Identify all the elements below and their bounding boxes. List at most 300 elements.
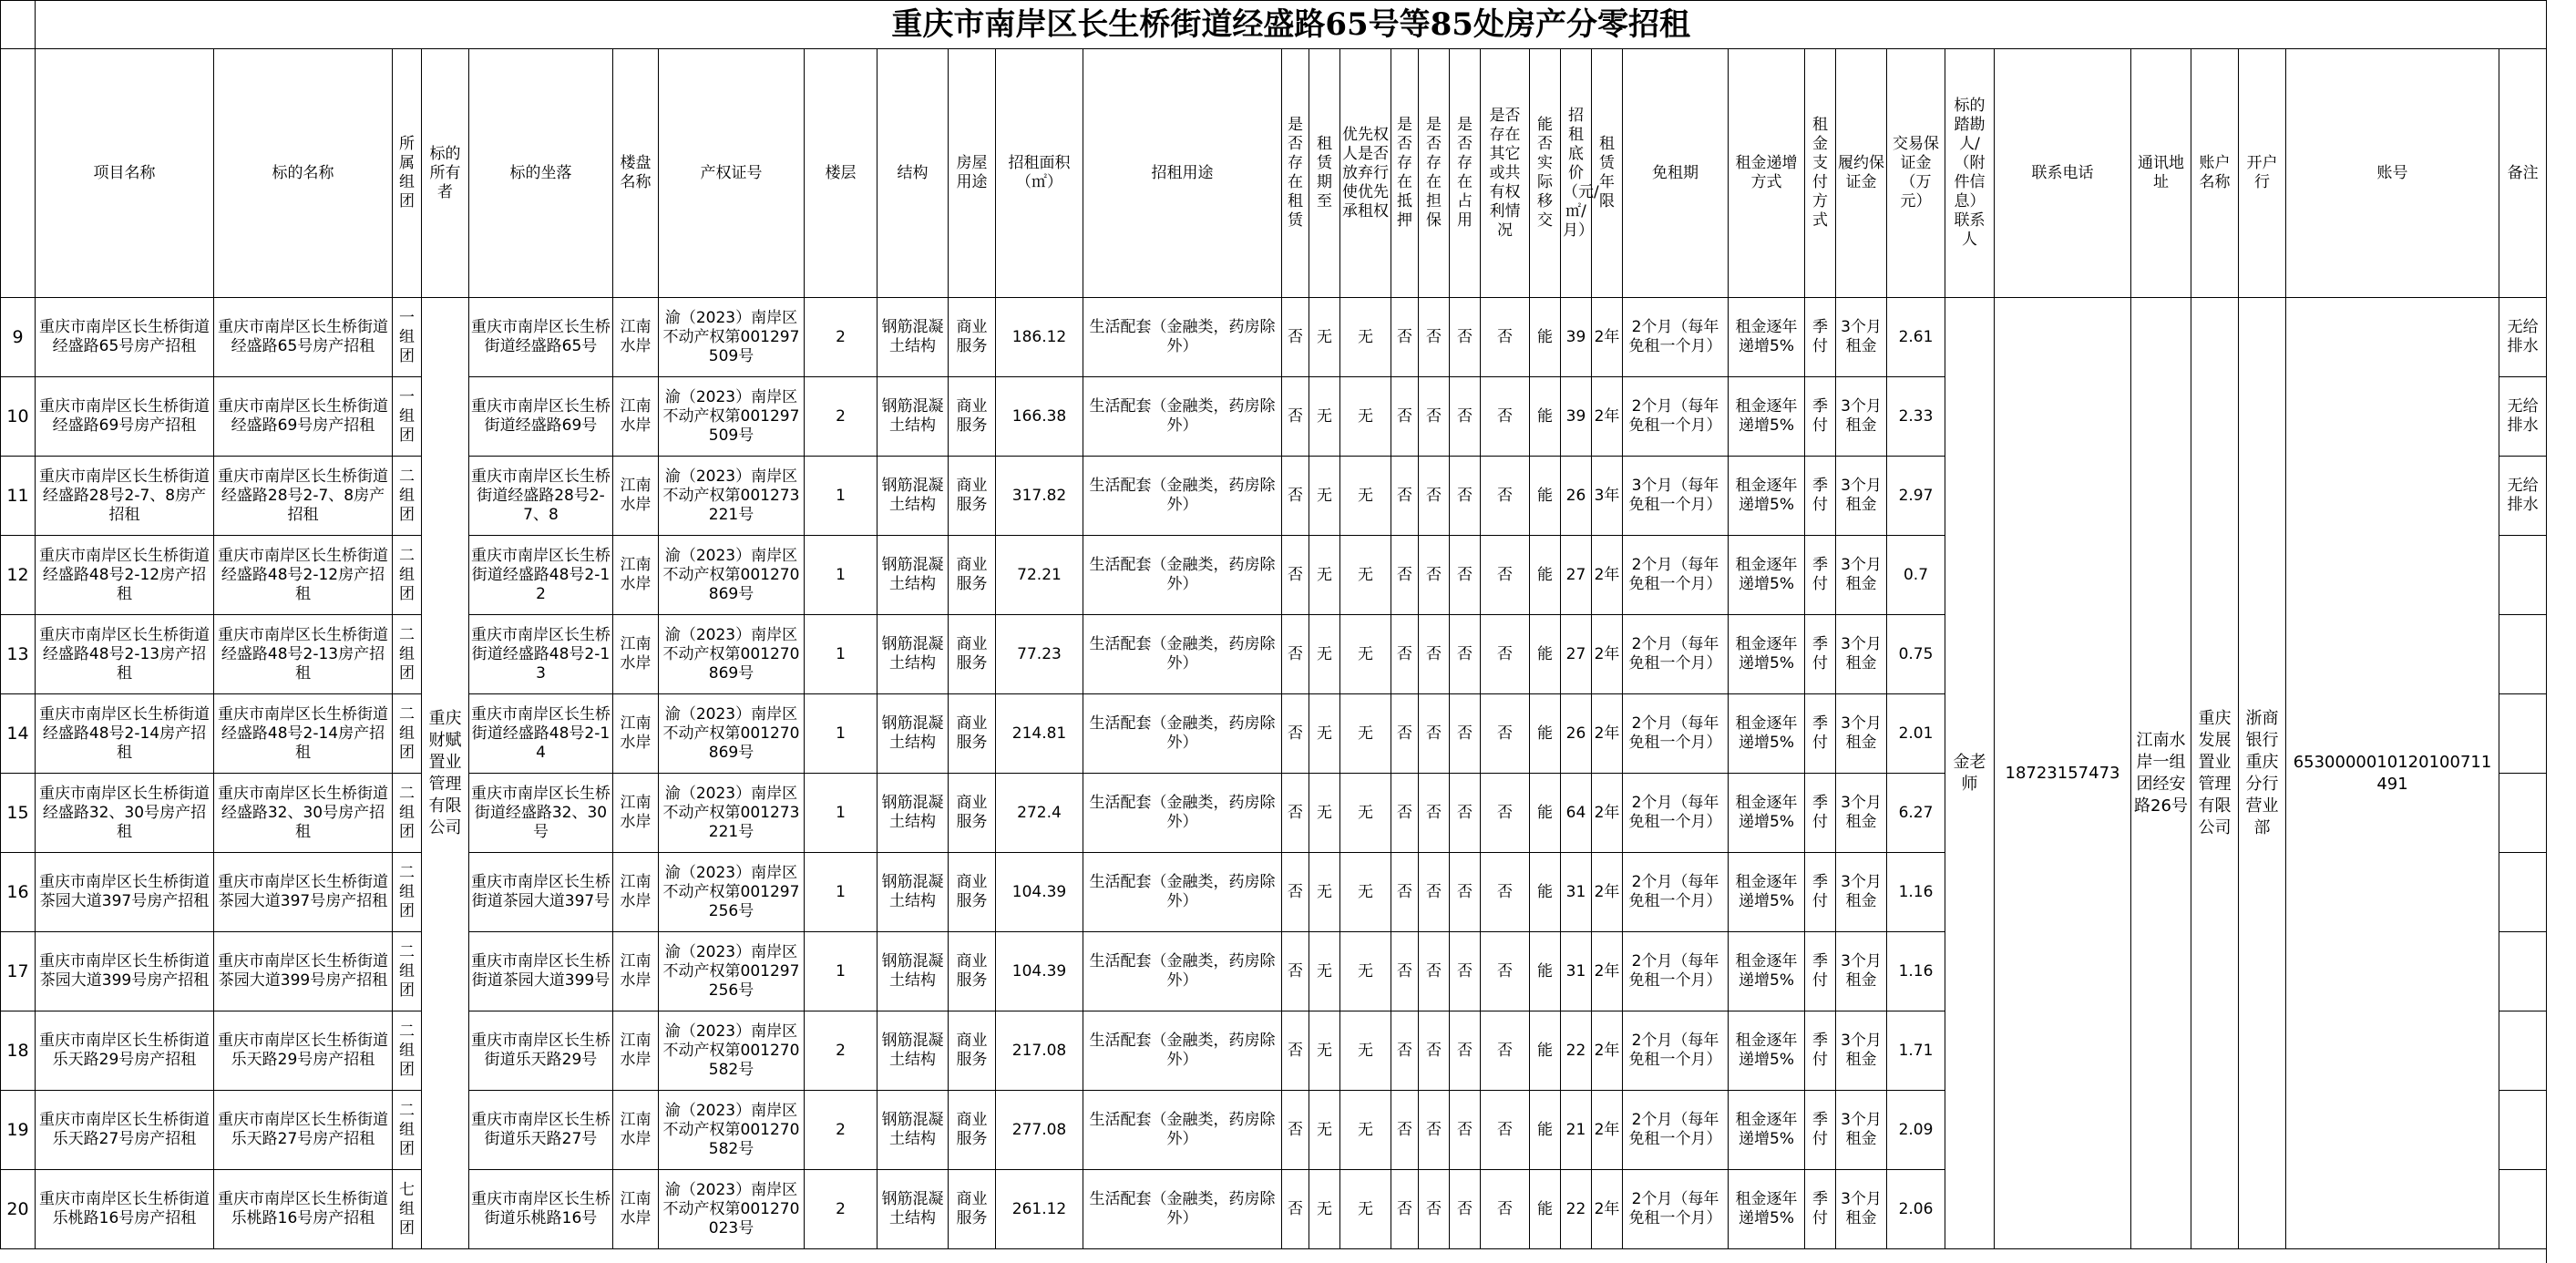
cell-priority: 无: [1340, 932, 1391, 1011]
cell-remark: 无给排水: [2499, 377, 2547, 457]
cell-guarantee: 否: [1419, 615, 1450, 694]
cell-lease_until: 无: [1309, 615, 1340, 694]
cell-area: 72.21: [996, 536, 1083, 615]
cell-occupied: 否: [1450, 1091, 1481, 1170]
cell-deposit: 1.16: [1887, 932, 1945, 1011]
cell-purpose: 生活配套（金融类，药房除外）: [1083, 536, 1282, 615]
cell-floor: 2: [805, 1170, 877, 1249]
cell-transfer: 能: [1530, 1011, 1561, 1091]
cell-years: 2年: [1592, 774, 1623, 853]
cell-floor: 1: [805, 932, 877, 1011]
cell-transfer: 能: [1530, 615, 1561, 694]
cell-floor: 1: [805, 774, 877, 853]
cell-remark: [2499, 932, 2547, 1011]
cell-group: 二组团: [393, 853, 422, 932]
column-header: 账户名称: [2191, 49, 2239, 298]
row-number: 12: [1, 536, 36, 615]
cell-group: 二组团: [393, 932, 422, 1011]
cell-cert: 渝（2023）南岸区不动产权第001273221号: [659, 457, 805, 536]
cell-free: 2个月（每年免租一个月）: [1623, 298, 1729, 377]
cell-estate: 江南水岸: [613, 457, 659, 536]
cell-cert: 渝（2023）南岸区不动产权第001273221号: [659, 774, 805, 853]
cell-project: 重庆市南岸区长生桥街道经盛路48号2-13房产招租: [36, 615, 214, 694]
cell-mortgage: 否: [1391, 298, 1419, 377]
cell-mortgage: 否: [1391, 1170, 1419, 1249]
cell-mortgage: 否: [1391, 536, 1419, 615]
column-header: 招租用途: [1083, 49, 1282, 298]
cell-structure: 钢筋混凝土结构: [877, 298, 949, 377]
cell-remark: [2499, 1011, 2547, 1091]
cell-cert: 渝（2023）南岸区不动产权第001270023号: [659, 1170, 805, 1249]
cell-deposit: 2.01: [1887, 694, 1945, 774]
cell-location: 重庆市南岸区长生桥街道乐天路29号: [469, 1011, 613, 1091]
cell-name: 重庆市南岸区长生桥街道经盛路32、30号房产招租: [214, 774, 393, 853]
cell-priority: 无: [1340, 377, 1391, 457]
cell-deposit: 2.33: [1887, 377, 1945, 457]
cell-perf: 3个月租金: [1836, 536, 1887, 615]
cell-deposit: 2.06: [1887, 1170, 1945, 1249]
cell-purpose: 生活配套（金融类，药房除外）: [1083, 1091, 1282, 1170]
cell-location: 重庆市南岸区长生桥街道经盛路32、30号: [469, 774, 613, 853]
cell-address: 江南水岸一组团经安路26号: [2131, 298, 2191, 1249]
cell-remark: 无给排水: [2499, 457, 2547, 536]
cell-remark: [2499, 536, 2547, 615]
cell-project: 重庆市南岸区长生桥街道经盛路48号2-12房产招租: [36, 536, 214, 615]
cell-free: 2个月（每年免租一个月）: [1623, 1011, 1729, 1091]
cell-free: 2个月（每年免租一个月）: [1623, 774, 1729, 853]
cell-purpose: 生活配套（金融类，药房除外）: [1083, 774, 1282, 853]
cell-other: 否: [1481, 457, 1530, 536]
cell-use: 商业服务: [949, 615, 996, 694]
cell-area: 317.82: [996, 457, 1083, 536]
cell-name: 重庆市南岸区长生桥街道乐桃路16号房产招租: [214, 1170, 393, 1249]
cell-deposit: 2.97: [1887, 457, 1945, 536]
column-header: 标的名称: [214, 49, 393, 298]
cell-area: 261.12: [996, 1170, 1083, 1249]
cell-free: 2个月（每年免租一个月）: [1623, 853, 1729, 932]
cell-project: 重庆市南岸区长生桥街道经盛路32、30号房产招租: [36, 774, 214, 853]
cell-pay: 季付: [1805, 932, 1836, 1011]
cell-group: 七组团: [393, 1170, 422, 1249]
cell-name: 重庆市南岸区长生桥街道经盛路48号2-13房产招租: [214, 615, 393, 694]
cell-structure: 钢筋混凝土结构: [877, 615, 949, 694]
cell-location: 重庆市南岸区长生桥街道经盛路69号: [469, 377, 613, 457]
cell-remark: 无给排水: [2499, 298, 2547, 377]
cell-location: 重庆市南岸区长生桥街道经盛路65号: [469, 298, 613, 377]
cell-increase: 租金逐年递增5%: [1729, 694, 1805, 774]
column-header: 房屋用途: [949, 49, 996, 298]
cell-transfer: 能: [1530, 694, 1561, 774]
column-header: 优先权人是否放弃行使优先承租权: [1340, 49, 1391, 298]
cell-floor: 2: [805, 1011, 877, 1091]
cell-floor: 1: [805, 694, 877, 774]
cell-location: 重庆市南岸区长生桥街道经盛路28号2-7、8: [469, 457, 613, 536]
cell-leased: 否: [1282, 774, 1309, 853]
cell-guarantee: 否: [1419, 1011, 1450, 1091]
cell-lease_until: 无: [1309, 1170, 1340, 1249]
row-number: 18: [1, 1011, 36, 1091]
cell-location: 重庆市南岸区长生桥街道乐天路27号: [469, 1091, 613, 1170]
cell-priority: 无: [1340, 615, 1391, 694]
cell-mortgage: 否: [1391, 1091, 1419, 1170]
cell-mortgage: 否: [1391, 853, 1419, 932]
cell-location: 重庆市南岸区长生桥街道经盛路48号2-13: [469, 615, 613, 694]
cell-floor: 2: [805, 298, 877, 377]
cell-lease_until: 无: [1309, 377, 1340, 457]
cell-mortgage: 否: [1391, 694, 1419, 774]
cell-structure: 钢筋混凝土结构: [877, 694, 949, 774]
cell-other: 否: [1481, 536, 1530, 615]
cell-deposit: 2.61: [1887, 298, 1945, 377]
row-number: 14: [1, 694, 36, 774]
cell-floor: 1: [805, 536, 877, 615]
cell-estate: 江南水岸: [613, 536, 659, 615]
column-header: 结构: [877, 49, 949, 298]
cell-name: 重庆市南岸区长生桥街道经盛路69号房产招租: [214, 377, 393, 457]
column-header: [1, 49, 36, 298]
cell-guarantee: 否: [1419, 1091, 1450, 1170]
cell-leased: 否: [1282, 298, 1309, 377]
cell-perf: 3个月租金: [1836, 377, 1887, 457]
cell-increase: 租金逐年递增5%: [1729, 457, 1805, 536]
cell-group: 二组团: [393, 536, 422, 615]
cell-area: 186.12: [996, 298, 1083, 377]
cell-structure: 钢筋混凝土结构: [877, 1011, 949, 1091]
cell-remark: [2499, 694, 2547, 774]
cell-leased: 否: [1282, 377, 1309, 457]
cell-guarantee: 否: [1419, 1170, 1450, 1249]
cell-pay: 季付: [1805, 377, 1836, 457]
cell-estate: 江南水岸: [613, 298, 659, 377]
cell-use: 商业服务: [949, 1091, 996, 1170]
cell-group: 二组团: [393, 774, 422, 853]
cell-lease_until: 无: [1309, 536, 1340, 615]
cell-guarantee: 否: [1419, 694, 1450, 774]
cell-leased: 否: [1282, 1091, 1309, 1170]
cell-priority: 无: [1340, 457, 1391, 536]
cell-remark: [2499, 774, 2547, 853]
cell-leased: 否: [1282, 853, 1309, 932]
cell-account-name: 重庆发展置业管理有限公司: [2191, 298, 2239, 1249]
cell-area: 272.4: [996, 774, 1083, 853]
cell-leased: 否: [1282, 932, 1309, 1011]
cell-price: 21: [1561, 1091, 1592, 1170]
cell-name: 重庆市南岸区长生桥街道茶园大道397号房产招租: [214, 853, 393, 932]
row-number: 20: [1, 1170, 36, 1249]
cell-cert: 渝（2023）南岸区不动产权第001297509号: [659, 298, 805, 377]
cell-contact: 金老师: [1945, 298, 1995, 1249]
column-header: 租金支付方式: [1805, 49, 1836, 298]
cell-increase: 租金逐年递增5%: [1729, 1011, 1805, 1091]
cell-perf: 3个月租金: [1836, 615, 1887, 694]
cell-mortgage: 否: [1391, 615, 1419, 694]
cell-occupied: 否: [1450, 377, 1481, 457]
cell-increase: 租金逐年递增5%: [1729, 536, 1805, 615]
cell-occupied: 否: [1450, 615, 1481, 694]
cell-deposit: 1.16: [1887, 853, 1945, 932]
cell-use: 商业服务: [949, 298, 996, 377]
cell-leased: 否: [1282, 694, 1309, 774]
cell-other: 否: [1481, 615, 1530, 694]
cell-pay: 季付: [1805, 457, 1836, 536]
cell-increase: 租金逐年递增5%: [1729, 774, 1805, 853]
cell-guarantee: 否: [1419, 932, 1450, 1011]
cell-area: 77.23: [996, 615, 1083, 694]
cell-increase: 租金逐年递增5%: [1729, 853, 1805, 932]
cell-estate: 江南水岸: [613, 1011, 659, 1091]
cell-purpose: 生活配套（金融类，药房除外）: [1083, 1170, 1282, 1249]
cell-perf: 3个月租金: [1836, 298, 1887, 377]
cell-purpose: 生活配套（金融类，药房除外）: [1083, 377, 1282, 457]
column-header: 招租底价（元/㎡/月）: [1561, 49, 1592, 298]
cell-use: 商业服务: [949, 932, 996, 1011]
cell-floor: 2: [805, 1091, 877, 1170]
cell-estate: 江南水岸: [613, 1170, 659, 1249]
cell-structure: 钢筋混凝土结构: [877, 1170, 949, 1249]
cell-use: 商业服务: [949, 377, 996, 457]
column-header: 标的坐落: [469, 49, 613, 298]
cell-name: 重庆市南岸区长生桥街道经盛路65号房产招租: [214, 298, 393, 377]
cell-cert: 渝（2023）南岸区不动产权第001297256号: [659, 932, 805, 1011]
row-number: 13: [1, 615, 36, 694]
cell-pay: 季付: [1805, 1170, 1836, 1249]
cell-use: 商业服务: [949, 853, 996, 932]
cell-location: 重庆市南岸区长生桥街道茶园大道397号: [469, 853, 613, 932]
cell-floor: 1: [805, 853, 877, 932]
cell-project: 重庆市南岸区长生桥街道乐桃路16号房产招租: [36, 1170, 214, 1249]
cell-project: 重庆市南岸区长生桥街道茶园大道397号房产招租: [36, 853, 214, 932]
cell-floor: 1: [805, 457, 877, 536]
column-header: 交易保证金（万元）: [1887, 49, 1945, 298]
cell-remark: [2499, 1091, 2547, 1170]
cell-years: 2年: [1592, 853, 1623, 932]
cell-structure: 钢筋混凝土结构: [877, 853, 949, 932]
cell-cert: 渝（2023）南岸区不动产权第001297256号: [659, 853, 805, 932]
cell-free: 2个月（每年免租一个月）: [1623, 932, 1729, 1011]
cell-occupied: 否: [1450, 457, 1481, 536]
cell-occupied: 否: [1450, 932, 1481, 1011]
cell-perf: 3个月租金: [1836, 853, 1887, 932]
cell-remark: [2499, 853, 2547, 932]
cell-price: 22: [1561, 1011, 1592, 1091]
cell-location: 重庆市南岸区长生桥街道经盛路48号2-14: [469, 694, 613, 774]
cell-increase: 租金逐年递增5%: [1729, 377, 1805, 457]
cell-remark: [2499, 1170, 2547, 1249]
cell-project: 重庆市南岸区长生桥街道经盛路28号2-7、8房产招租: [36, 457, 214, 536]
cell-leased: 否: [1282, 615, 1309, 694]
title-blank: [1, 1, 36, 49]
cell-perf: 3个月租金: [1836, 1170, 1887, 1249]
cell-estate: 江南水岸: [613, 377, 659, 457]
cell-structure: 钢筋混凝土结构: [877, 774, 949, 853]
cell-phone: 18723157473: [1995, 298, 2131, 1249]
cell-lease_until: 无: [1309, 1091, 1340, 1170]
cell-guarantee: 否: [1419, 377, 1450, 457]
cell-area: 104.39: [996, 853, 1083, 932]
cell-increase: 租金逐年递增5%: [1729, 1091, 1805, 1170]
cell-other: 否: [1481, 298, 1530, 377]
cell-deposit: 0.7: [1887, 536, 1945, 615]
cell-mortgage: 否: [1391, 932, 1419, 1011]
cell-lease_until: 无: [1309, 932, 1340, 1011]
cell-price: 64: [1561, 774, 1592, 853]
column-header: 账号: [2286, 49, 2499, 298]
cell-floor: 1: [805, 615, 877, 694]
cell-other: 否: [1481, 1170, 1530, 1249]
cell-price: 31: [1561, 932, 1592, 1011]
cell-group: 一组团: [393, 377, 422, 457]
cell-priority: 无: [1340, 1091, 1391, 1170]
column-header: 开户行: [2239, 49, 2286, 298]
cell-area: 277.08: [996, 1091, 1083, 1170]
cell-floor: 2: [805, 377, 877, 457]
cell-perf: 3个月租金: [1836, 774, 1887, 853]
cell-increase: 租金逐年递增5%: [1729, 615, 1805, 694]
cell-use: 商业服务: [949, 694, 996, 774]
cell-years: 2年: [1592, 615, 1623, 694]
cell-structure: 钢筋混凝土结构: [877, 932, 949, 1011]
cell-occupied: 否: [1450, 298, 1481, 377]
column-header: 租赁年限: [1592, 49, 1623, 298]
cell-structure: 钢筋混凝土结构: [877, 457, 949, 536]
cell-perf: 3个月租金: [1836, 1011, 1887, 1091]
cell-priority: 无: [1340, 536, 1391, 615]
cell-deposit: 6.27: [1887, 774, 1945, 853]
cell-free: 2个月（每年免租一个月）: [1623, 536, 1729, 615]
cell-use: 商业服务: [949, 1170, 996, 1249]
cell-transfer: 能: [1530, 932, 1561, 1011]
cell-pay: 季付: [1805, 1011, 1836, 1091]
row-number: 16: [1, 853, 36, 932]
cell-leased: 否: [1282, 536, 1309, 615]
cell-deposit: 2.09: [1887, 1091, 1945, 1170]
cell-priority: 无: [1340, 853, 1391, 932]
cell-purpose: 生活配套（金融类，药房除外）: [1083, 457, 1282, 536]
cell-name: 重庆市南岸区长生桥街道茶园大道399号房产招租: [214, 932, 393, 1011]
cell-other: 否: [1481, 1011, 1530, 1091]
cell-priority: 无: [1340, 1011, 1391, 1091]
column-header: 是否存在抵押: [1391, 49, 1419, 298]
cell-years: 2年: [1592, 1170, 1623, 1249]
cell-location: 重庆市南岸区长生桥街道茶园大道399号: [469, 932, 613, 1011]
cell-structure: 钢筋混凝土结构: [877, 536, 949, 615]
cell-perf: 3个月租金: [1836, 694, 1887, 774]
cell-name: 重庆市南岸区长生桥街道乐天路29号房产招租: [214, 1011, 393, 1091]
cell-cert: 渝（2023）南岸区不动产权第001270869号: [659, 694, 805, 774]
row-number: 15: [1, 774, 36, 853]
cell-project: 重庆市南岸区长生桥街道茶园大道399号房产招租: [36, 932, 214, 1011]
cell-guarantee: 否: [1419, 774, 1450, 853]
cell-price: 26: [1561, 457, 1592, 536]
cell-name: 重庆市南岸区长生桥街道经盛路48号2-12房产招租: [214, 536, 393, 615]
cell-lease_until: 无: [1309, 774, 1340, 853]
cell-pay: 季付: [1805, 615, 1836, 694]
cell-name: 重庆市南岸区长生桥街道经盛路28号2-7、8房产招租: [214, 457, 393, 536]
cell-free: 2个月（每年免租一个月）: [1623, 615, 1729, 694]
row-number: 9: [1, 298, 36, 377]
cell-increase: 租金逐年递增5%: [1729, 298, 1805, 377]
cell-years: 3年: [1592, 457, 1623, 536]
row-number: 17: [1, 932, 36, 1011]
column-header: 项目名称: [36, 49, 214, 298]
cell-leased: 否: [1282, 1011, 1309, 1091]
cell-mortgage: 否: [1391, 457, 1419, 536]
cell-cert: 渝（2023）南岸区不动产权第001270582号: [659, 1091, 805, 1170]
cell-group: 二组团: [393, 457, 422, 536]
cell-perf: 3个月租金: [1836, 932, 1887, 1011]
cell-estate: 江南水岸: [613, 853, 659, 932]
cell-area: 217.08: [996, 1011, 1083, 1091]
cell-structure: 钢筋混凝土结构: [877, 1091, 949, 1170]
cell-use: 商业服务: [949, 1011, 996, 1091]
cell-pay: 季付: [1805, 774, 1836, 853]
cell-owner: 重庆财赋置业管理有限公司: [422, 298, 469, 1249]
column-header: 免租期: [1623, 49, 1729, 298]
cell-area: 166.38: [996, 377, 1083, 457]
column-header: 标的踏勘人/（附件信息）联系人: [1945, 49, 1995, 298]
cell-estate: 江南水岸: [613, 932, 659, 1011]
cell-estate: 江南水岸: [613, 615, 659, 694]
cell-name: 重庆市南岸区长生桥街道乐天路27号房产招租: [214, 1091, 393, 1170]
cell-deposit: 1.71: [1887, 1011, 1945, 1091]
cell-pay: 季付: [1805, 298, 1836, 377]
cell-estate: 江南水岸: [613, 694, 659, 774]
cell-pay: 季付: [1805, 694, 1836, 774]
cell-use: 商业服务: [949, 774, 996, 853]
column-header: 楼层: [805, 49, 877, 298]
cell-cert: 渝（2023）南岸区不动产权第001270869号: [659, 536, 805, 615]
cell-cert: 渝（2023）南岸区不动产权第001270582号: [659, 1011, 805, 1091]
row-number: 19: [1, 1091, 36, 1170]
cell-purpose: 生活配套（金融类，药房除外）: [1083, 298, 1282, 377]
cell-priority: 无: [1340, 774, 1391, 853]
cell-use: 商业服务: [949, 536, 996, 615]
cell-lease_until: 无: [1309, 457, 1340, 536]
column-header: 是否存在担保: [1419, 49, 1450, 298]
column-header: 所属组团: [393, 49, 422, 298]
cell-lease_until: 无: [1309, 853, 1340, 932]
cell-transfer: 能: [1530, 536, 1561, 615]
cell-price: 39: [1561, 298, 1592, 377]
cell-years: 2年: [1592, 377, 1623, 457]
cell-guarantee: 否: [1419, 536, 1450, 615]
cell-purpose: 生活配套（金融类，药房除外）: [1083, 615, 1282, 694]
cell-lease_until: 无: [1309, 298, 1340, 377]
cell-years: 2年: [1592, 1011, 1623, 1091]
cell-area: 104.39: [996, 932, 1083, 1011]
cell-priority: 无: [1340, 298, 1391, 377]
cell-cert: 渝（2023）南岸区不动产权第001297509号: [659, 377, 805, 457]
cell-transfer: 能: [1530, 774, 1561, 853]
cell-priority: 无: [1340, 1170, 1391, 1249]
cell-increase: 租金逐年递增5%: [1729, 932, 1805, 1011]
cell-free: 2个月（每年免租一个月）: [1623, 694, 1729, 774]
cell-leased: 否: [1282, 1170, 1309, 1249]
cell-group: 二组团: [393, 1091, 422, 1170]
column-header: 是否存在其它或共有权利情况: [1481, 49, 1530, 298]
cell-price: 27: [1561, 615, 1592, 694]
table-row: [1, 298, 2547, 377]
page-title: 重庆市南岸区长生桥街道经盛路65号等85处房产分零招租: [36, 1, 2547, 49]
cell-free: 3个月（每年免租一个月）: [1623, 457, 1729, 536]
cell-perf: 3个月租金: [1836, 1091, 1887, 1170]
cell-guarantee: 否: [1419, 298, 1450, 377]
cell-lease_until: 无: [1309, 1011, 1340, 1091]
cell-location: 重庆市南岸区长生桥街道经盛路48号2-12: [469, 536, 613, 615]
cell-price: 27: [1561, 536, 1592, 615]
cell-pay: 季付: [1805, 536, 1836, 615]
cell-project: 重庆市南岸区长生桥街道经盛路48号2-14房产招租: [36, 694, 214, 774]
